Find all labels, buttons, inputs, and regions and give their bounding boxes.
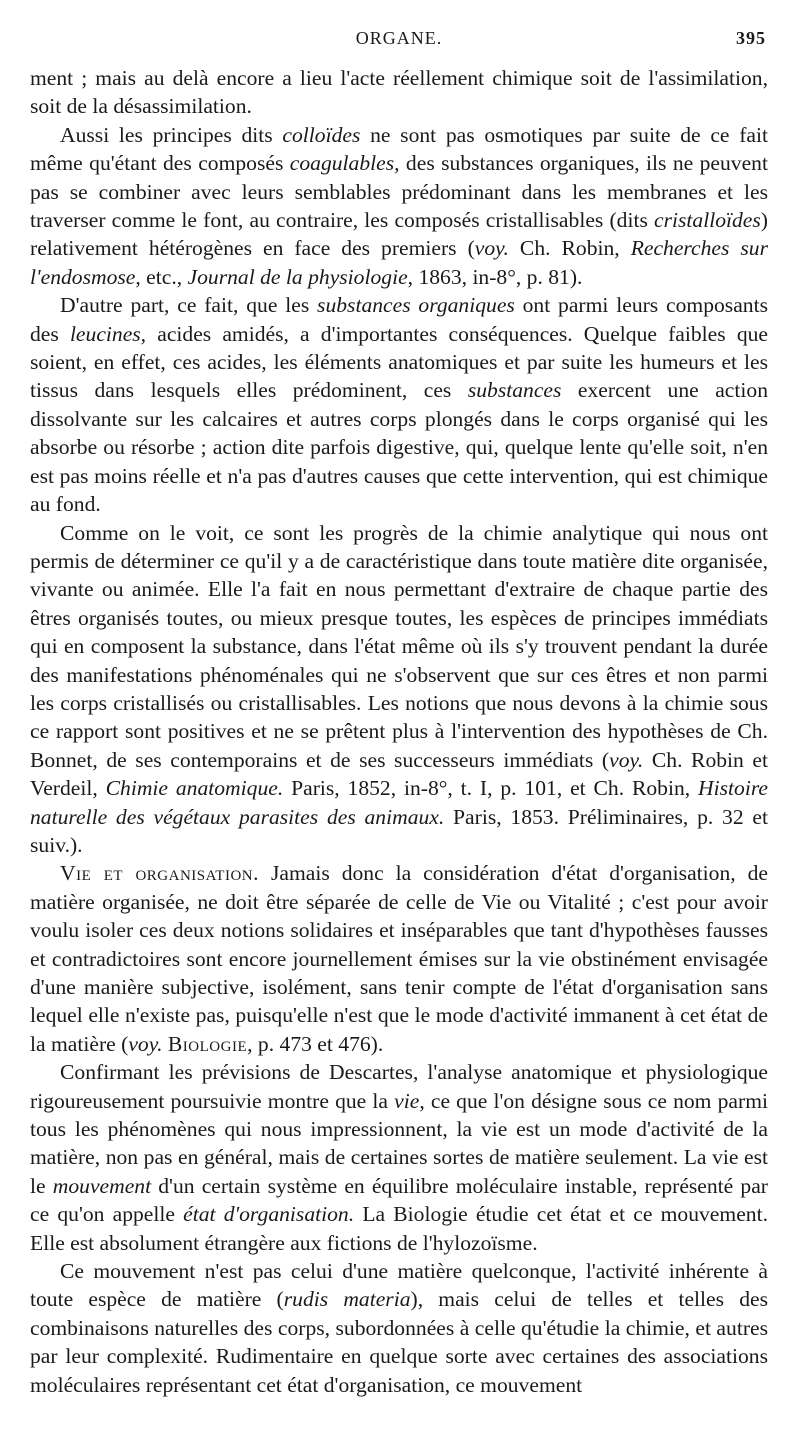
text-run: ), mais celui de telles et telles des combinaisons naturelles des corps, subordonnées à celle qu'étudie la chimie, et autres par leur complexité. Rudimentaire en quelque sorte avec certaines des associations moléculaires représentant cet état d'organisation, ce mouvement bbox=[30, 1287, 768, 1397]
text-run: , ce que l'on désigne sous ce nom parmi tous les phénomènes qui nous impressionnent, la vie est un mode d'activité de la matière, non pas en général, mais de certaines sortes de matière seulement. La vie est le bbox=[30, 1088, 768, 1198]
italic-run: leucines, bbox=[69, 321, 147, 346]
small-caps-run: Vie et organisation. bbox=[60, 861, 260, 886]
paragraph-colloides bbox=[30, 121, 768, 291]
paragraph-continuation bbox=[30, 64, 768, 121]
text-run: La Biologie étudie cet état et ce mouvement. Elle est absolument étrangère aux fictions de l'hylozoïsme. bbox=[30, 1202, 768, 1255]
text-run: Ch. Robin, bbox=[508, 236, 631, 261]
italic-run: état d'organisation. bbox=[183, 1202, 355, 1227]
text-run: Comme on le voit, ce sont les progrès de la chimie analytique qui nous ont permis de déterminer ce qu'il y a de caractéristique dans toute matière dite organisée, vivante ou animée. Elle l'a fait en nous permettant d'extraire de chaque partie des êtres organisés toutes, ou mieux presque toutes, les espèces de principes immédiats qui en composent la substance, dans l'état même où ils s'y trouvent pendant la durée des manifestations phénoménales qui ne s'observent que sur ces êtres et non parmi les corps cristallisés ou cristallisables. Les notions que nous devons à la chimie sous ce rapport sont positives et ne se prêtent plus à l'intervention des hypothèses de Ch. Bonnet, de ses contemporains et de ses successeurs immédiats ( bbox=[30, 520, 768, 772]
paragraph-chimie-analytique bbox=[30, 519, 768, 860]
italic-run: coagulables, bbox=[289, 151, 400, 176]
italic-run: Chimie anatomique. bbox=[105, 776, 284, 801]
text-run: D'autre part, ce fait, que les bbox=[60, 293, 318, 318]
text-run: Confirmant les prévisions de Descartes, l'analyse anatomique et physiologique rigoureusement poursuivie montre que la bbox=[30, 1060, 768, 1113]
paragraph-vie-et-organisation bbox=[30, 859, 768, 1058]
italic-run: colloïdes bbox=[282, 122, 361, 147]
text-run: Paris, 1852, in-8°, t. I, p. 101, et Ch. Robin, bbox=[283, 776, 699, 801]
page-header bbox=[30, 28, 768, 64]
text-run: , 1863, in-8°, p. 81). bbox=[407, 264, 583, 289]
running-title: ORGANE. bbox=[355, 28, 443, 48]
page-number: 395 bbox=[736, 28, 766, 48]
paragraph-substances-organiques bbox=[30, 291, 768, 518]
italic-run: Histoire naturelle des végétaux parasites des animaux. bbox=[30, 776, 769, 829]
italic-run: substances organiques bbox=[317, 293, 515, 318]
text-run: ment ; mais au delà encore a lieu l'acte réellement chimique soit de l'assimilation, soit de la désassimilation. bbox=[30, 66, 768, 119]
text-run: ont parmi leurs composants des bbox=[30, 293, 768, 346]
italic-run: voy. bbox=[609, 747, 644, 772]
text-run: , p. 473 et 476). bbox=[247, 1031, 384, 1056]
italic-run: Journal de la physiologie bbox=[187, 264, 408, 289]
text-run: acides amidés, a d'importantes conséquences. Quelque faibles que soient, en effet, ces acides, les éléments anatomiques et par suite les humeurs et les tissus dans lesquels elles prédominent, ces bbox=[30, 321, 768, 403]
italic-run: cristalloïdes bbox=[654, 208, 761, 233]
italic-run: Recherches sur l'endosmose bbox=[30, 236, 768, 289]
body-text bbox=[30, 64, 768, 1399]
italic-run: mouvement bbox=[52, 1173, 152, 1198]
book-page bbox=[30, 28, 768, 1399]
text-run: d'un certain système en équilibre moléculaire instable, représenté par ce qu'on appelle bbox=[30, 1173, 768, 1227]
text-run: exercent une action dissolvante sur les calcaires et autres corps plongés dans le corps organisé qui les absorbe ou résorbe ; action dite parfois digestive, qui, quelque lente qu'elle soit, n'en est pas moins réelle et n'a pas d'autres causes que cette intervention, qui est chimique au fond. bbox=[30, 378, 768, 517]
text-run: Jamais donc la considération d'état d'organisation, de matière organisée, ne doit être séparée de celle de Vie ou Vitalité ; c'est pour avoir voulu isoler ces deux notions solidaires et inséparables que tant d'hypothèses fausses et contradictoires sont encore journellement émises sur la vie obstinément envisagée d'une manière subjective, isolément, sans tenir compte de l'état d'organisation sans lequel elle n'existe pas, puisqu'elle n'est que le mode d'activité immanent à cet état de la matière ( bbox=[30, 861, 768, 1056]
italic-run: voy. bbox=[474, 236, 509, 261]
text-run: Paris, 1853. Préliminaires, p. 32 et suiv.). bbox=[30, 804, 768, 857]
text-run: ne sont pas osmotiques par suite de ce fait même qu'étant des composés bbox=[30, 122, 768, 176]
paragraph-mouvement bbox=[30, 1257, 768, 1399]
text-run: Aussi les principes dits bbox=[60, 122, 283, 147]
text-run: ) relativement hétérogènes en face des premiers ( bbox=[30, 208, 768, 261]
text-run: Ch. Robin et Verdeil, bbox=[30, 747, 768, 801]
italic-run: voy. bbox=[128, 1031, 163, 1056]
text-run: , etc., bbox=[135, 264, 188, 289]
small-caps-run: Biologie bbox=[167, 1031, 248, 1056]
text-run: des substances organiques, ils ne peuvent pas se combiner avec leurs semblables prédominant dans les membranes et les traverser comme le font, au contraire, les composés cristallisables (dits bbox=[30, 151, 768, 233]
text-run: Ce mouvement n'est pas celui d'une matière quelconque, l'activité inhérente à toute espèce de matière ( bbox=[30, 1259, 768, 1312]
italic-run: substances bbox=[467, 378, 562, 403]
italic-run: rudis materia bbox=[283, 1287, 411, 1312]
paragraph-descartes bbox=[30, 1058, 768, 1257]
italic-run: vie bbox=[394, 1088, 420, 1113]
